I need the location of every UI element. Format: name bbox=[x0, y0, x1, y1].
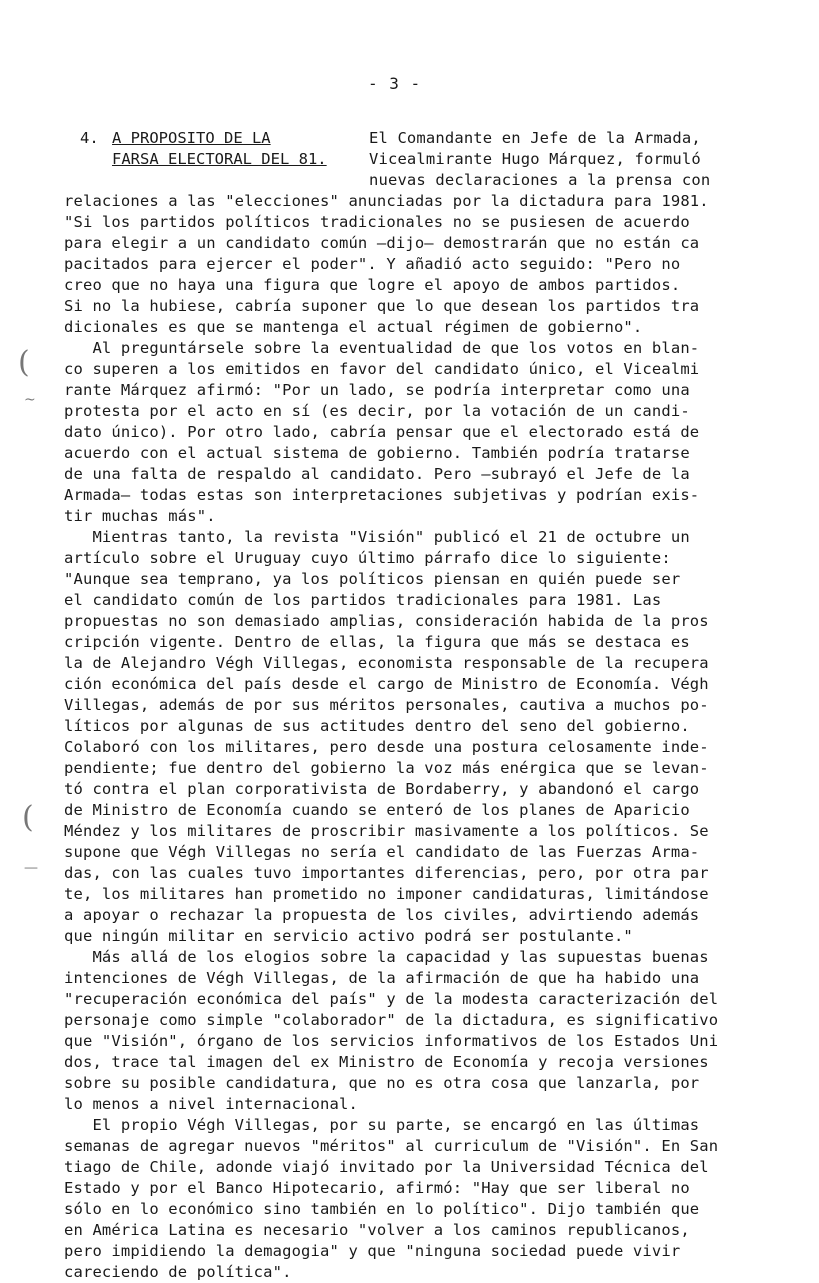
text-line: cripción vigente. Dentro de ellas, la figura que más se destaca es bbox=[64, 633, 690, 651]
text-line: pacitados para ejercer el poder". Y añadió acto seguido: "Pero no bbox=[64, 255, 681, 273]
margin-dash-mark: ~ bbox=[24, 392, 36, 408]
section-number: 4. bbox=[80, 129, 99, 147]
text-line: Vicealmirante Hugo Márquez, formuló bbox=[369, 150, 701, 168]
text-line: rante Márquez afirmó: "Por un lado, se podría interpretar como una bbox=[64, 381, 690, 399]
text-line: tiago de Chile, adonde viajó invitado por la Universidad Técnica del bbox=[64, 1158, 709, 1176]
text-line: co superen a los emitidos en favor del candidato único, el Vicealmi bbox=[64, 360, 700, 378]
text-line: relaciones a las "elecciones" anunciadas por la dictadura para 1981. bbox=[64, 192, 709, 210]
text-line: Más allá de los elogios sobre la capacidad y las supuestas buenas bbox=[64, 948, 709, 966]
text-line: Estado y por el Banco Hipotecario, afirmó: "Hay que ser liberal no bbox=[64, 1179, 690, 1197]
text-line: El Comandante en Jefe de la Armada, bbox=[369, 129, 701, 147]
text-line: a apoyar o rechazar la propuesta de los civiles, advirtiendo además bbox=[64, 906, 700, 924]
margin-paren-mark: ( bbox=[18, 345, 30, 380]
text-line: nuevas declaraciones a la prensa con bbox=[369, 171, 711, 189]
text-line: protesta por el acto en sí (es decir, por la votación de un candi- bbox=[64, 402, 690, 420]
text-line: Colaboró con los militares, pero desde una postura celosamente inde- bbox=[64, 738, 709, 756]
section-title-line-2: FARSA ELECTORAL DEL 81. bbox=[112, 150, 327, 168]
text-line: acuerdo con el actual sistema de gobierno. También podría tratarse bbox=[64, 444, 690, 462]
text-line: creo que no haya una figura que logre el apoyo de ambos partidos. bbox=[64, 276, 681, 294]
text-line: el candidato común de los partidos tradicionales para 1981. Las bbox=[64, 591, 662, 609]
text-line: líticos por algunas de sus actitudes dentro del seno del gobierno. bbox=[64, 717, 690, 735]
text-line: la de Alejandro Végh Villegas, economista responsable de la recupera bbox=[64, 654, 709, 672]
text-line: semanas de agregar nuevos "méritos" al curriculum de "Visión". En San bbox=[64, 1137, 719, 1155]
text-line: de una falta de respaldo al candidato. Pero —subrayó el Jefe de la bbox=[64, 465, 690, 483]
text-line: "Si los partidos políticos tradicionales no se pusiesen de acuerdo bbox=[64, 213, 690, 231]
text-line: personaje como simple "colaborador" de la dictadura, es significativo bbox=[64, 1011, 719, 1029]
section-title-line-1: A PROPOSITO DE LA bbox=[112, 129, 271, 147]
text-line: Armada— todas estas son interpretaciones subjetivas y podrían exis- bbox=[64, 486, 700, 504]
text-line: para elegir a un candidato común —dijo— demostrarán que no están ca bbox=[64, 234, 700, 252]
text-line: lo menos a nivel internacional. bbox=[64, 1095, 358, 1113]
text-line: intenciones de Végh Villegas, de la afirmación de que ha habido una bbox=[64, 969, 700, 987]
text-line: pendiente; fue dentro del gobierno la voz más enérgica que se levan- bbox=[64, 759, 709, 777]
text-line: tir muchas más". bbox=[64, 507, 216, 525]
text-line: pero impidiendo la demagogia" y que "ninguna sociedad puede vivir bbox=[64, 1242, 681, 1260]
text-line: sobre su posible candidatura, que no es otra cosa que lanzarla, por bbox=[64, 1074, 700, 1092]
text-line: "Aunque sea temprano, ya los políticos piensan en quién puede ser bbox=[64, 570, 681, 588]
text-line: te, los militares han prometido no imponer candidaturas, limitándose bbox=[64, 885, 709, 903]
text-line: supone que Végh Villegas no sería el candidato de las Fuerzas Arma- bbox=[64, 843, 700, 861]
text-line: "recuperación económica del país" y de la modesta caracterización del bbox=[64, 990, 719, 1008]
text-line: tó contra el plan corporativista de Bordaberry, y abandonó el cargo bbox=[64, 780, 700, 798]
text-line: dos, trace tal imagen del ex Ministro de Economía y recoja versiones bbox=[64, 1053, 709, 1071]
text-line: en América Latina es necesario "volver a los caminos republicanos, bbox=[64, 1221, 690, 1239]
text-line: dicionales es que se mantenga el actual régimen de gobierno". bbox=[64, 318, 643, 336]
margin-dash-mark: — bbox=[24, 860, 38, 876]
text-line: ción económica del país desde el cargo de Ministro de Economía. Végh bbox=[64, 675, 709, 693]
text-line: Méndez y los militares de proscribir masivamente a los políticos. Se bbox=[64, 822, 709, 840]
text-line: El propio Végh Villegas, por su parte, se encargó en las últimas bbox=[64, 1116, 700, 1134]
text-line: Villegas, además de por sus méritos personales, cautiva a muchos po- bbox=[64, 696, 709, 714]
text-line: propuestas no son demasiado amplias, consideración habida de la pros bbox=[64, 612, 709, 630]
text-line: Si no la hubiese, cabría suponer que lo que desean los partidos tra bbox=[64, 297, 700, 315]
margin-paren-mark: ( bbox=[22, 800, 34, 835]
text-line: que ningún militar en servicio activo podrá ser postulante." bbox=[64, 927, 633, 945]
page-number: - 3 - bbox=[368, 74, 422, 93]
text-line: careciendo de política". bbox=[64, 1263, 292, 1281]
text-line: das, con las cuales tuvo importantes diferencias, pero, por otra par bbox=[64, 864, 709, 882]
text-line: Al preguntársele sobre la eventualidad de que los votos en blan- bbox=[64, 339, 700, 357]
text-line: dato único). Por otro lado, cabría pensar que el electorado está de bbox=[64, 423, 700, 441]
text-line: artículo sobre el Uruguay cuyo último párrafo dice lo siguiente: bbox=[64, 549, 671, 567]
section-heading bbox=[80, 128, 327, 170]
text-line: Mientras tanto, la revista "Visión" publicó el 21 de octubre un bbox=[64, 528, 690, 546]
text-line: de Ministro de Economía cuando se enteró de los planes de Aparicio bbox=[64, 801, 690, 819]
text-line: que "Visión", órgano de los servicios informativos de los Estados Uni bbox=[64, 1032, 719, 1050]
text-line: sólo en lo económico sino también en lo político". Dijo también que bbox=[64, 1200, 700, 1218]
